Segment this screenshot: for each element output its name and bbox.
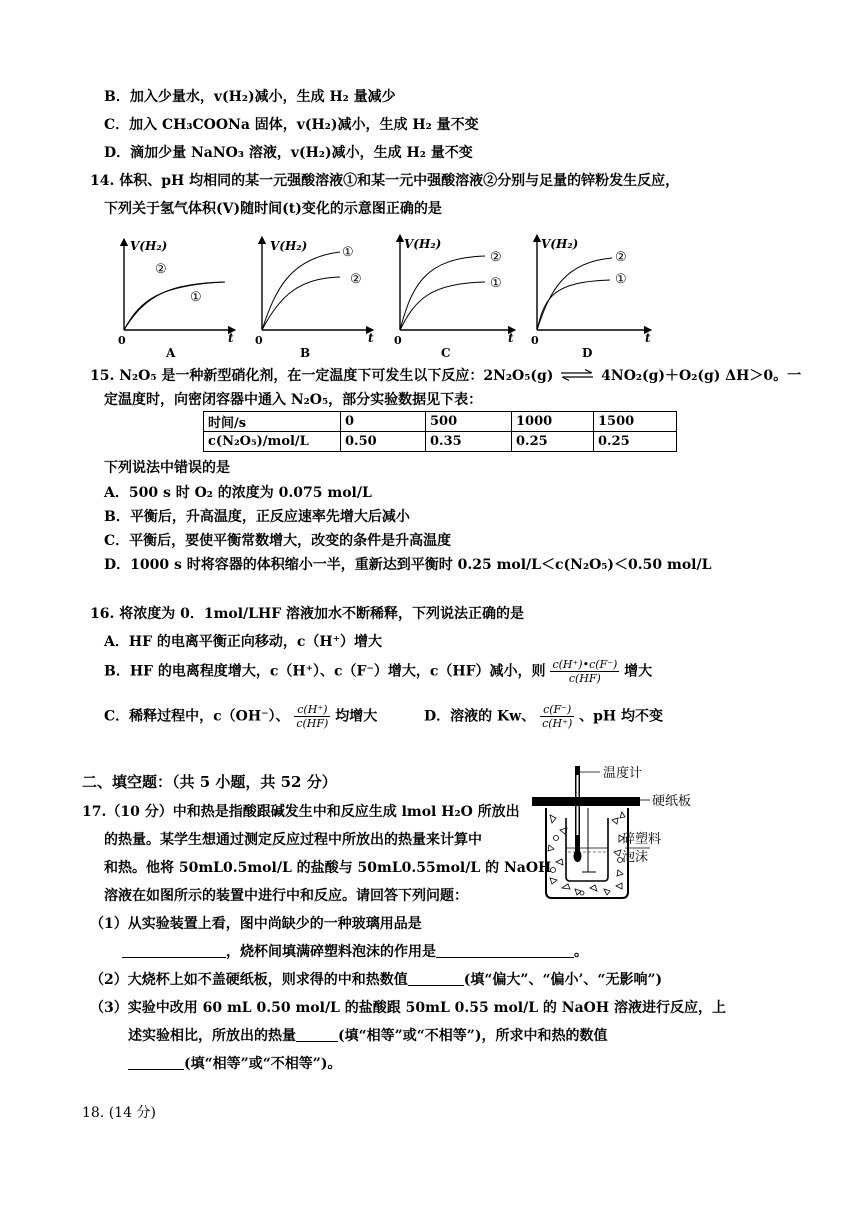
q13-option-b: B．加入少量水，v(H₂)减小，生成 H₂ 量减少: [104, 89, 396, 105]
q17-sub3-line2: [128, 1027, 607, 1045]
q15-stem-line2: 定温度时，向密闭容器中通入 N₂O₅，部分实验数据见下表：: [104, 392, 483, 408]
graph-b[interactable]: [255, 239, 374, 360]
q17-sub2: [90, 971, 662, 989]
graph-d-xlabel: t: [645, 331, 651, 345]
graph-d-label: D: [582, 346, 593, 360]
fraction-denominator: c(HF): [568, 672, 601, 685]
q16-option-c-text: C．稀释过程中，c（OH⁻）、: [104, 708, 290, 725]
graph-c-origin: 0: [394, 334, 402, 347]
q15-prompt: 下列说法中错误的是: [104, 460, 230, 476]
table-row: [204, 412, 677, 432]
q16-option-d: [424, 703, 663, 730]
graph-c-xlabel: t: [508, 331, 514, 345]
graph-a-label: A: [166, 346, 176, 360]
section-title: 二、填空题：（共 5 小题，共 52 分）: [82, 773, 337, 791]
table-cell: 时间/s: [204, 412, 341, 432]
q17-sub2-text-b: (填“偏大”、“偏小’、“无影响”): [463, 972, 663, 988]
label-foam-line1: 碎塑料: [622, 832, 662, 847]
stirrer-icon: [582, 808, 596, 872]
graph-a-origin: 0: [118, 334, 126, 347]
graph-d-ylabel: V(H₂): [541, 237, 579, 251]
q14-graphs: [0, 228, 860, 368]
fraction: [540, 703, 574, 730]
q16-option-b-tail: 增大: [624, 663, 653, 680]
graph-c[interactable]: [394, 237, 514, 360]
graph-b-label: B: [300, 346, 311, 360]
q13-option-c: C．加入 CH₃COONa 固体，v(H₂)减小，生成 H₂ 量不变: [104, 117, 479, 133]
graph-b-origin: 0: [255, 334, 263, 347]
graph-b-curve2: ②: [350, 272, 362, 287]
q15-data-table: [203, 411, 677, 452]
q16-option-a: A．HF 的电离平衡正向移动，c（H⁺）增大: [104, 634, 383, 650]
q17-sub3-text-a: 述实验相比，所放出的热量: [128, 1028, 296, 1044]
answer-blank[interactable]: [128, 1055, 184, 1070]
answer-blank[interactable]: [296, 1027, 338, 1042]
label-cardboard: 硬纸板: [652, 794, 692, 809]
graph-b-xlabel: t: [368, 331, 374, 345]
q13-option-d: D．滴加少量 NaNO₃ 溶液，v(H₂)减小，生成 H₂ 量不变: [104, 145, 473, 161]
graph-d[interactable]: [531, 237, 651, 360]
q16-option-d-tail: 、pH 均不变: [579, 708, 664, 725]
q15-option-c: C．平衡后，要使平衡常数增大，改变的条件是升高温度: [104, 533, 452, 549]
graph-c-ylabel: V(H₂): [404, 237, 442, 251]
q16-option-c-tail: 均增大: [335, 708, 378, 725]
graph-a-ylabel: V(H₂): [130, 239, 168, 253]
q14-stem-line1: 14. 体积、pH 均相同的某一元强酸溶液①和某一元中强酸溶液②分别与足量的锌粉发生反应，: [90, 173, 680, 189]
q15-stem-line1-b: 4NO₂(g)＋O₂(g) ΔH＞0。一: [601, 368, 802, 384]
q17-sub3-text-c: (填“相等”或“不相等”)。: [184, 1056, 342, 1072]
graph-a-curve1: ①: [190, 290, 202, 305]
q15-stem-line1: [90, 367, 801, 385]
q17-sub2-text-a: （2）大烧杯上如不盖硬纸板，则求得的中和热数值: [90, 972, 408, 988]
graph-b-ylabel: V(H₂): [270, 239, 308, 253]
foam-icon: [548, 812, 625, 895]
table-cell: 0.25: [594, 432, 677, 452]
q15-option-d: D．1000 s 时将容器的体积缩小一半，重新达到平衡时 0.25 mol/L＜c(N₂O₅)＜0.50 mol/L: [104, 557, 712, 573]
q18-title: 18. (14 分): [82, 1105, 156, 1121]
q15-option-b: B．平衡后，升高温度，正反应速率先增大后减小: [104, 509, 410, 525]
q17-line1: 17.（10 分）中和热是指酸跟碱发生中和反应生成 lmol H₂O 所放出: [82, 804, 520, 820]
graph-a-curve2: ②: [155, 262, 167, 277]
table-cell: 0.50: [341, 432, 426, 452]
graph-d-origin: 0: [531, 334, 539, 347]
q16-option-b-text: B．HF 的电离程度增大，c（H⁺）、c（F⁻）增大，c（HF）减小，则: [104, 663, 546, 680]
q16-stem: 16. 将浓度为 0．1mol/LHF 溶液加水不断稀释，下列说法正确的是: [90, 606, 525, 622]
graph-a-xlabel: t: [228, 331, 234, 345]
q17-line2: 的热量。某学生想通过测定反应过程中所放出的热量来计算中: [104, 832, 482, 848]
calorimeter-apparatus: [530, 760, 700, 910]
graph-a[interactable]: [118, 239, 234, 360]
table-cell: 500: [426, 412, 512, 432]
q17-sub3-text-b: (填“相等”或“不相等”)，所求中和热的数值: [338, 1028, 608, 1044]
fraction-numerator: c(H⁺)•c(F⁻): [552, 658, 618, 671]
graph-c-curve2: ②: [490, 250, 502, 265]
label-thermometer: 温度计: [603, 766, 643, 781]
q15-stem-line1-a: 15. N₂O₅ 是一种新型硝化剂，在一定温度下可发生以下反应：2N₂O₅(g): [90, 368, 554, 384]
table-cell: 1500: [594, 412, 677, 432]
q15-option-a: A．500 s 时 O₂ 的浓度为 0.075 mol/L: [104, 485, 372, 501]
table-cell: c(N₂O₅)/mol/L: [204, 432, 341, 452]
q16-option-c: [104, 703, 377, 730]
fraction-denominator: c(H⁺): [542, 717, 573, 730]
q14-stem-line2: 下列关于氢气体积(V)随时间(t)变化的示意图正确的是: [104, 201, 442, 217]
fraction-numerator: c(H⁺): [294, 703, 330, 717]
fraction: [294, 703, 330, 730]
graph-d-curve1: ①: [615, 272, 627, 287]
q16-option-d-text: D．溶液的 Kw、: [424, 708, 536, 725]
answer-blank[interactable]: [122, 943, 226, 958]
q17-sub1-line2: [122, 943, 588, 961]
q17-line4: 溶液在如图所示的装置中进行中和反应。请回答下列问题：: [104, 888, 468, 904]
table-cell: 0: [341, 412, 426, 432]
label-foam-line2: 泡沫: [622, 850, 649, 865]
fraction: [550, 658, 619, 685]
fraction-numerator: c(F⁻): [540, 703, 574, 717]
graph-b-curve1: ①: [342, 245, 354, 260]
graph-c-curve1: ①: [490, 276, 502, 291]
equilibrium-arrow-icon: [560, 369, 594, 381]
graph-c-label: C: [441, 346, 451, 360]
graph-d-curve2: ②: [615, 250, 627, 265]
q17-sub1-text-b: ，烧杯间填满碎塑料泡沫的作用是: [226, 944, 436, 960]
fraction-denominator: c(HF): [296, 717, 329, 730]
answer-blank[interactable]: [408, 971, 464, 986]
cardboard-lid-icon: [532, 797, 640, 806]
table-cell: 0.35: [426, 432, 512, 452]
q17-sub3-line1: （3）实验中改用 60 mL 0.50 mol/L 的盐酸跟 50mL 0.55 mol/L 的 NaOH 溶液进行反应，上: [90, 1000, 726, 1016]
q17-line3: 和热。他将 50mL0.5mol/L 的盐酸与 50mL0.55mol/L 的 NaOH: [104, 860, 552, 876]
table-row: [204, 432, 677, 452]
table-cell: 1000: [512, 412, 594, 432]
q17-sub1-line1: （1）从实验装置上看，图中尚缺少的一种玻璃用品是: [90, 916, 422, 932]
q17-sub1-text-c: 。: [574, 944, 588, 960]
table-cell: 0.25: [512, 432, 594, 452]
answer-blank[interactable]: [436, 943, 574, 958]
q17-sub3-line3: [128, 1055, 341, 1073]
q16-option-b: [104, 658, 652, 685]
